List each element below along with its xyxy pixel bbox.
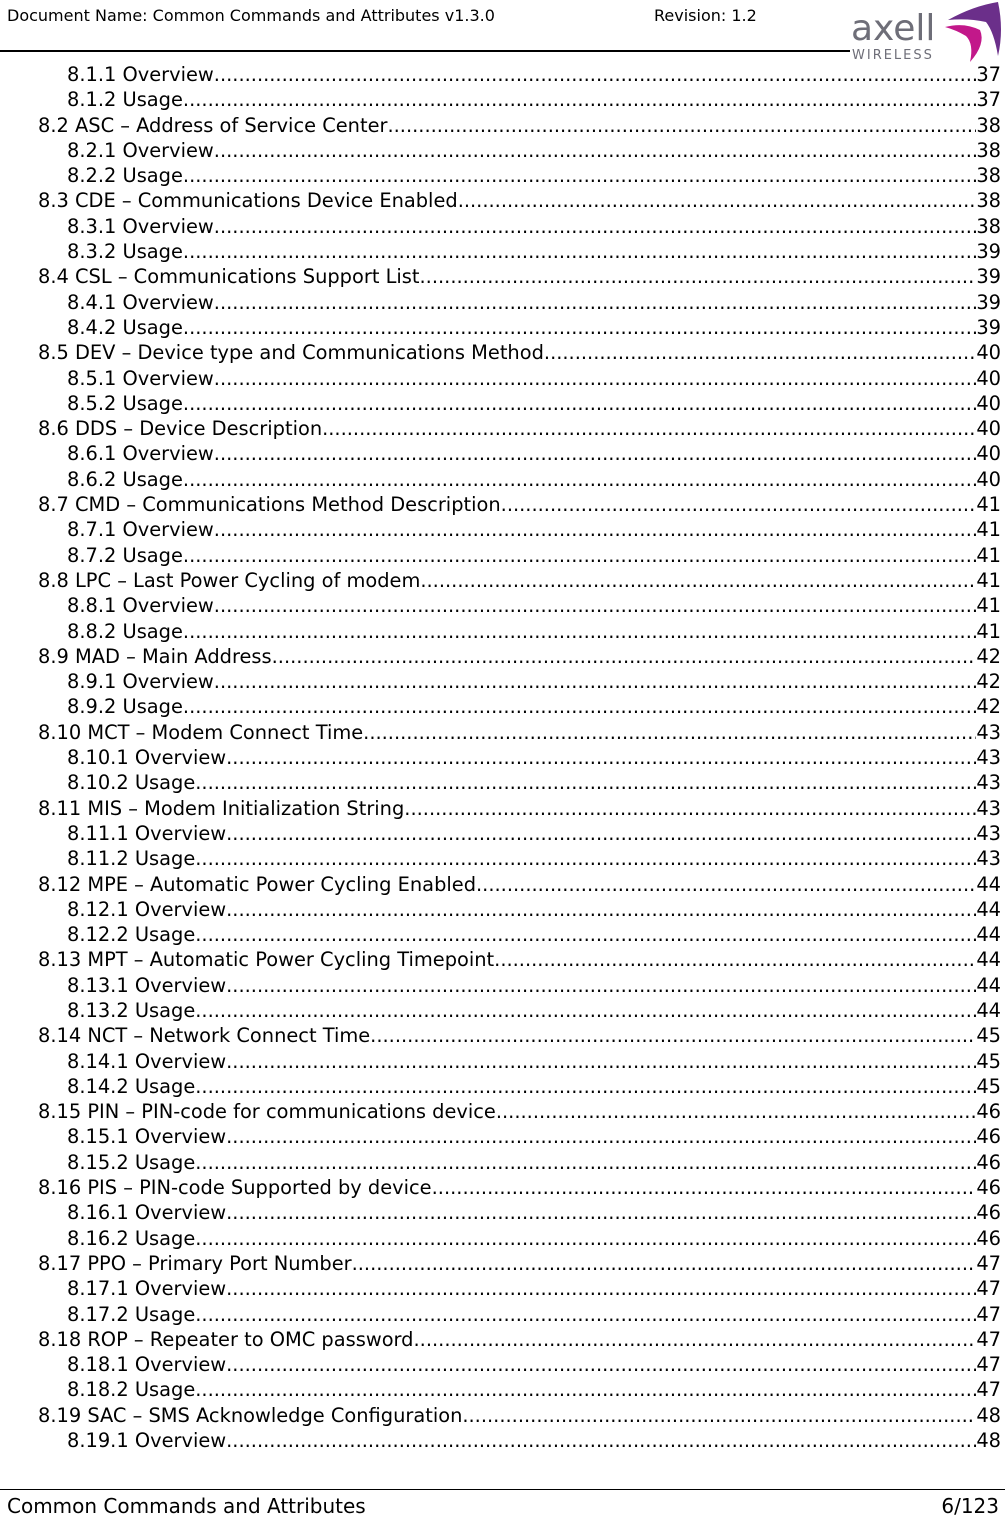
toc-entry-title: 8.14 NCT – Network Connect Time (38, 1024, 371, 1048)
dot-leader (195, 1226, 976, 1251)
toc-entry-title: 8.11 MIS – Modem Initialization String (38, 796, 405, 820)
dot-leader (183, 543, 976, 568)
toc-entry-page: 41 (976, 619, 1001, 643)
dot-leader (226, 897, 976, 922)
toc-entry-page: 43 (976, 847, 1001, 871)
toc-entry[interactable] (0, 1175, 1005, 1200)
toc-entry-page: 41 (976, 594, 1001, 618)
toc-entry-page: 46 (976, 1150, 1001, 1174)
toc-entry[interactable] (0, 492, 1005, 517)
toc-entry-page: 47 (976, 1251, 1001, 1275)
dot-leader (501, 492, 977, 517)
toc-entry[interactable] (0, 947, 1005, 972)
toc-entry-page: 43 (976, 796, 1001, 820)
dot-leader (476, 872, 976, 897)
toc-entry[interactable] (0, 188, 1005, 213)
dot-leader (322, 416, 976, 441)
toc-entry-page: 47 (976, 1378, 1001, 1402)
dot-leader (214, 138, 977, 163)
dot-leader (195, 770, 976, 795)
toc-entry-title: 8.6.1 Overview (67, 442, 214, 466)
toc-entry-title: 8.9.2 Usage (67, 695, 183, 719)
dot-leader (496, 1099, 976, 1124)
toc-entry[interactable] (0, 87, 1005, 112)
toc-entry-title: 8.18 ROP – Repeater to OMC password (38, 1327, 414, 1351)
footer-title: Common Commands and Attributes (7, 1494, 366, 1518)
toc-entry[interactable] (0, 1276, 1005, 1301)
toc-entry[interactable] (0, 872, 1005, 897)
dot-leader (226, 1049, 976, 1074)
dot-leader (226, 1428, 976, 1453)
toc-entry-page: 47 (976, 1353, 1001, 1377)
dot-leader (195, 922, 976, 947)
dot-leader (544, 340, 976, 365)
toc-entry-page: 44 (976, 923, 1001, 947)
page-number: 6/123 (941, 1494, 999, 1518)
toc-entry[interactable] (0, 517, 1005, 542)
toc-entry-page: 44 (976, 897, 1001, 921)
dot-leader (195, 998, 976, 1023)
toc-entry-page: 40 (976, 391, 1001, 415)
toc-entry[interactable] (0, 796, 1005, 821)
toc-entry-title: 8.2.1 Overview (67, 138, 214, 162)
toc-entry-title: 8.8 LPC – Last Power Cycling of modem (38, 568, 421, 592)
toc-entry-title: 8.11.2 Usage (67, 847, 196, 871)
toc-entry-title: 8.10.2 Usage (67, 771, 196, 795)
toc-entry-title: 8.5.1 Overview (67, 366, 214, 390)
toc-entry-page: 41 (976, 493, 1001, 517)
toc-entry-page: 40 (976, 417, 1001, 441)
toc-entry-title: 8.6 DDS – Device Description (38, 417, 323, 441)
toc-entry[interactable] (0, 138, 1005, 163)
toc-entry-page: 47 (976, 1277, 1001, 1301)
toc-entry-page: 40 (976, 341, 1001, 365)
toc-entry-title: 8.4.1 Overview (67, 290, 214, 314)
toc-entry-title: 8.14.2 Usage (67, 1074, 196, 1098)
toc-entry-title: 8.12.1 Overview (67, 897, 227, 921)
dot-leader (183, 87, 976, 112)
toc-entry-title: 8.15.1 Overview (67, 1125, 227, 1149)
toc-entry[interactable] (0, 1049, 1005, 1074)
toc-entry[interactable] (0, 416, 1005, 441)
dot-leader (370, 1023, 976, 1048)
toc-entry-title: 8.3.1 Overview (67, 214, 214, 238)
document-name: Document Name: Common Commands and Attributes v1.3.0 (7, 6, 495, 25)
toc-entry-page: 43 (976, 821, 1001, 845)
toc-entry-page: 46 (976, 1125, 1001, 1149)
toc-entry[interactable] (0, 1074, 1005, 1099)
dot-leader (195, 846, 976, 871)
toc-entry-page: 40 (976, 366, 1001, 390)
toc-entry[interactable] (0, 846, 1005, 871)
toc-entry-page: 44 (976, 998, 1001, 1022)
toc-entry-page: 40 (976, 442, 1001, 466)
toc-entry-page: 37 (976, 88, 1001, 112)
toc-entry-page: 44 (976, 872, 1001, 896)
axell-wireless-logo (848, 0, 1005, 66)
toc-entry[interactable] (0, 1150, 1005, 1175)
toc-entry-page: 44 (976, 948, 1001, 972)
toc-entry-page: 44 (976, 973, 1001, 997)
toc-entry-page: 38 (976, 189, 1001, 213)
dot-leader (214, 517, 977, 542)
dot-leader (226, 821, 976, 846)
toc-entry-title: 8.10.1 Overview (67, 746, 227, 770)
dot-leader (226, 1124, 976, 1149)
toc-entry-title: 8.7.2 Usage (67, 543, 183, 567)
toc-entry[interactable] (0, 1226, 1005, 1251)
toc-entry[interactable] (0, 1124, 1005, 1149)
toc-entry-title: 8.13.1 Overview (67, 973, 227, 997)
footer-divider (0, 1489, 1005, 1490)
toc-entry-title: 8.13.2 Usage (67, 998, 196, 1022)
toc-entry-title: 8.2.2 Usage (67, 164, 183, 188)
toc-entry-page: 43 (976, 720, 1001, 744)
dot-leader (494, 947, 976, 972)
toc-entry[interactable] (0, 1200, 1005, 1225)
toc-entry[interactable] (0, 467, 1005, 492)
dot-leader (363, 720, 976, 745)
toc-entry-title: 8.7.1 Overview (67, 518, 214, 542)
toc-entry-title: 8.12 MPE – Automatic Power Cycling Enabled (38, 872, 477, 896)
toc-entry-page: 37 (976, 63, 1001, 86)
toc-entry[interactable] (0, 1099, 1005, 1124)
header-divider (0, 50, 850, 52)
dot-leader (226, 1352, 976, 1377)
toc-entry[interactable] (0, 568, 1005, 593)
dot-leader (183, 391, 976, 416)
toc-entry[interactable] (0, 897, 1005, 922)
dot-leader (226, 1276, 976, 1301)
toc-entry-title: 8.3 CDE – Communications Device Enabled (38, 189, 458, 213)
toc-entry[interactable] (0, 1403, 1005, 1428)
toc-entry[interactable] (0, 543, 1005, 568)
toc-entry[interactable] (0, 391, 1005, 416)
dot-leader (183, 239, 976, 264)
toc-entry-page: 48 (976, 1403, 1001, 1427)
toc-entry-title: 8.16.1 Overview (67, 1201, 227, 1225)
revision: Revision: 1.2 (654, 6, 757, 25)
toc-entry-title: 8.6.2 Usage (67, 467, 183, 491)
toc-entry-title: 8.4 CSL – Communications Support List (38, 265, 420, 289)
toc-entry[interactable] (0, 922, 1005, 947)
toc-entry[interactable] (0, 290, 1005, 315)
toc-entry-title: 8.1.2 Usage (67, 88, 183, 112)
toc-entry-page: 46 (976, 1100, 1001, 1124)
toc-entry-title: 8.15 PIN – PIN-code for communications device (38, 1100, 496, 1124)
toc-entry[interactable] (0, 441, 1005, 466)
toc-entry-title: 8.4.2 Usage (67, 315, 183, 339)
dot-leader (195, 1377, 976, 1402)
toc-entry-page: 38 (976, 113, 1001, 137)
toc-entry[interactable] (0, 113, 1005, 138)
dot-leader (462, 1403, 976, 1428)
toc-entry[interactable] (0, 62, 1005, 87)
toc-entry-title: 8.8.1 Overview (67, 594, 214, 618)
toc-entry-page: 39 (976, 240, 1001, 264)
dot-leader (214, 290, 977, 315)
toc-entry-page: 39 (976, 290, 1001, 314)
toc-entry[interactable] (0, 619, 1005, 644)
toc-entry[interactable] (0, 1023, 1005, 1048)
dot-leader (183, 467, 976, 492)
toc-entry[interactable] (0, 1428, 1005, 1453)
toc-entry-title: 8.2 ASC – Address of Service Center (38, 113, 388, 137)
toc-entry[interactable] (0, 694, 1005, 719)
dot-leader (387, 113, 976, 138)
toc-entry[interactable] (0, 1352, 1005, 1377)
dot-leader (226, 973, 976, 998)
toc-entry-title: 8.18.1 Overview (67, 1353, 227, 1377)
dot-leader (183, 163, 976, 188)
dot-leader (404, 796, 976, 821)
toc-entry-page: 38 (976, 214, 1001, 238)
toc-entry-page: 46 (976, 1201, 1001, 1225)
toc-entry-page: 43 (976, 771, 1001, 795)
toc-entry-page: 39 (976, 265, 1001, 289)
toc-entry[interactable] (0, 973, 1005, 998)
toc-entry-page: 42 (976, 670, 1001, 694)
toc-entry-page: 48 (976, 1429, 1001, 1453)
toc-entry-page: 41 (976, 543, 1001, 567)
toc-entry-title: 8.19.1 Overview (67, 1429, 227, 1453)
toc-entry[interactable] (0, 163, 1005, 188)
dot-leader (432, 1175, 977, 1200)
toc-entry-title: 8.13 MPT – Automatic Power Cycling Timepoint (38, 948, 495, 972)
toc-entry-title: 8.9 MAD – Main Address (38, 644, 272, 668)
toc-entry-page: 42 (976, 695, 1001, 719)
dot-leader (420, 568, 976, 593)
dot-leader (195, 1302, 976, 1327)
toc-entry-page: 41 (976, 568, 1001, 592)
toc-entry-title: 8.3.2 Usage (67, 240, 183, 264)
toc-entry-title: 8.17.2 Usage (67, 1302, 196, 1326)
toc-entry[interactable] (0, 1327, 1005, 1352)
toc-entry-title: 8.19 SAC – SMS Acknowledge Configuration (38, 1403, 463, 1427)
toc-entry-page: 46 (976, 1176, 1001, 1200)
toc-entry[interactable] (0, 264, 1005, 289)
toc-entry-title: 8.12.2 Usage (67, 923, 196, 947)
toc-entry-page: 42 (976, 644, 1001, 668)
toc-entry-page: 39 (976, 315, 1001, 339)
toc-entry[interactable] (0, 239, 1005, 264)
dot-leader (214, 441, 977, 466)
toc-entry[interactable] (0, 644, 1005, 669)
toc-entry-title: 8.10 MCT – Modem Connect Time (38, 720, 364, 744)
dot-leader (272, 644, 977, 669)
toc-entry-title: 8.7 CMD – Communications Method Description (38, 493, 501, 517)
table-of-contents (0, 62, 1005, 1453)
toc-entry-page: 41 (976, 518, 1001, 542)
dot-leader (226, 745, 976, 770)
dot-leader (414, 1327, 977, 1352)
toc-entry-title: 8.11.1 Overview (67, 821, 227, 845)
toc-entry-page: 38 (976, 138, 1001, 162)
dot-leader (352, 1251, 977, 1276)
toc-entry-page: 43 (976, 746, 1001, 770)
toc-entry-title: 8.18.2 Usage (67, 1378, 196, 1402)
toc-entry-page: 38 (976, 164, 1001, 188)
toc-entry-page: 40 (976, 467, 1001, 491)
dot-leader (195, 1150, 976, 1175)
toc-entry-title: 8.5.2 Usage (67, 391, 183, 415)
toc-entry[interactable] (0, 214, 1005, 239)
toc-entry[interactable] (0, 821, 1005, 846)
dot-leader (214, 62, 977, 87)
svg-text:axell: axell (851, 8, 936, 49)
toc-entry[interactable] (0, 1251, 1005, 1276)
toc-entry-page: 47 (976, 1302, 1001, 1326)
dot-leader (183, 315, 976, 340)
toc-entry-title: 8.9.1 Overview (67, 670, 214, 694)
toc-entry[interactable] (0, 720, 1005, 745)
dot-leader (214, 669, 977, 694)
toc-entry[interactable] (0, 1302, 1005, 1327)
toc-entry[interactable] (0, 366, 1005, 391)
toc-entry[interactable] (0, 745, 1005, 770)
toc-entry-page: 45 (976, 1024, 1001, 1048)
toc-entry[interactable] (0, 315, 1005, 340)
dot-leader (183, 619, 976, 644)
dot-leader (214, 366, 977, 391)
toc-entry[interactable] (0, 1377, 1005, 1402)
toc-entry-page: 45 (976, 1049, 1001, 1073)
dot-leader (226, 1200, 976, 1225)
toc-entry[interactable] (0, 593, 1005, 618)
toc-entry-title: 8.14.1 Overview (67, 1049, 227, 1073)
dot-leader (458, 188, 977, 213)
dot-leader (195, 1074, 976, 1099)
toc-entry[interactable] (0, 770, 1005, 795)
toc-entry[interactable] (0, 669, 1005, 694)
toc-entry-title: 8.5 DEV – Device type and Communications Method (38, 341, 544, 365)
dot-leader (420, 264, 977, 289)
dot-leader (183, 694, 976, 719)
toc-entry-title: 8.17.1 Overview (67, 1277, 227, 1301)
toc-entry-title: 8.8.2 Usage (67, 619, 183, 643)
dot-leader (214, 214, 977, 239)
toc-entry-title: 8.15.2 Usage (67, 1150, 196, 1174)
toc-entry-page: 45 (976, 1074, 1001, 1098)
dot-leader (214, 593, 977, 618)
toc-entry[interactable] (0, 998, 1005, 1023)
toc-entry-page: 46 (976, 1226, 1001, 1250)
toc-entry-title: 8.16.2 Usage (67, 1226, 196, 1250)
toc-entry-title: 8.17 PPO – Primary Port Number (38, 1251, 352, 1275)
toc-entry-title: 8.1.1 Overview (67, 63, 214, 86)
svg-text:WIRELESS: WIRELESS (852, 48, 934, 63)
toc-entry-page: 47 (976, 1327, 1001, 1351)
toc-entry[interactable] (0, 340, 1005, 365)
toc-entry-title: 8.16 PIS – PIN-code Supported by device (38, 1176, 432, 1200)
